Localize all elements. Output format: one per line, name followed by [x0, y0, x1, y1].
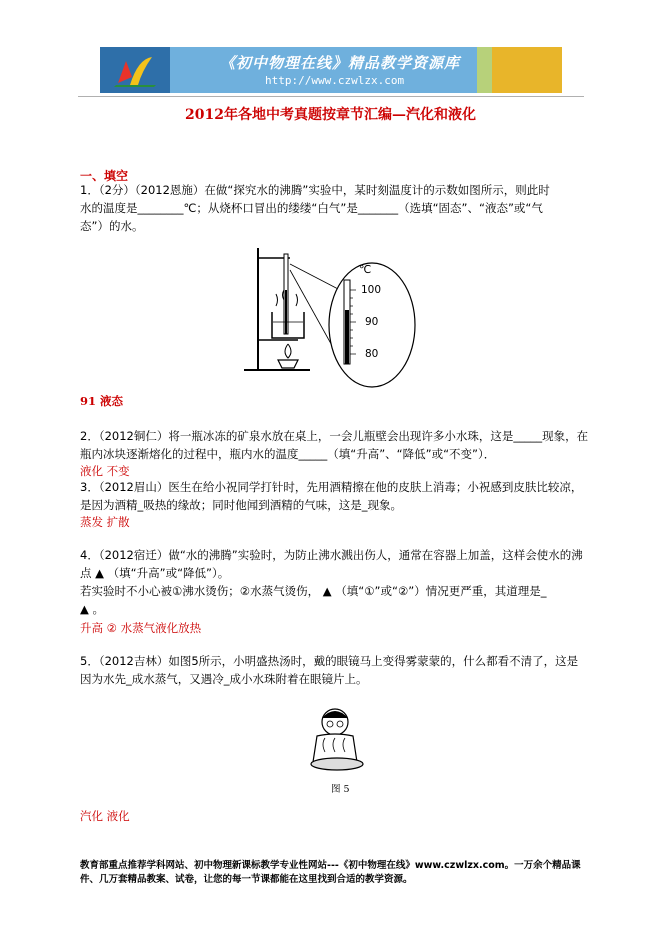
question-4-line-1: 4．（2012宿迁）做“水的沸腾”实验时，为防止沸水溅出伤人，通常在容器上加盖，这样会使水的沸 — [80, 548, 583, 562]
question-2-line-1: 2．（2012铜仁）将一瓶冰冻的矿泉水放在桌上，一会儿瓶壁会出现许多小水珠，这是_____现象，在 — [80, 429, 589, 443]
question-4-line-4: ▲ 。 — [80, 602, 104, 616]
question-3-line-1: 3．（2012眉山）医生在给小祝同学打针时，先用酒精擦在他的皮肤上消毒；小祝感到皮肤比较凉， — [80, 480, 583, 494]
question-1-line-1: 1．（2分）（2012恩施）在做“探究水的沸腾”实验中，某时刻温度计的示数如图所示，则此时 — [80, 183, 550, 197]
banner-title: 《初中物理在线》精品教学资源库 — [220, 54, 461, 72]
banner-url[interactable]: http://www.czwlzx.com — [265, 74, 405, 87]
answer-1: 91 液态 — [80, 394, 124, 408]
answer-5: 汽化 液化 — [80, 809, 130, 823]
thermometer-tick-80: 80 — [365, 348, 379, 360]
site-logo-icon — [108, 51, 164, 89]
question-4-line-2: 点 ▲ （填“升高”或“降低”）。 — [80, 566, 230, 580]
answer-3: 蒸发 扩散 — [80, 515, 130, 529]
header-divider — [78, 96, 584, 97]
question-5-line-1: 5．（2012吉林）如图5所示，小明盛热汤时，戴的眼镜马上变得雾蒙蒙的，什么都看不清了，这是 — [80, 654, 579, 668]
page-title: 2012年各地中考真题按章节汇编—汽化和液化 — [185, 107, 476, 123]
answer-2: 液化 不变 — [80, 464, 130, 478]
footer-text — [80, 859, 581, 887]
thermometer-tick-90: 90 — [365, 316, 379, 328]
boiling-experiment-figure — [240, 240, 420, 390]
question-4-line-3: 若实验时不小心被①沸水烫伤；②水蒸气烫伤， ▲ （填“①”或“②”）情况更严重，其道理是_ — [80, 584, 547, 598]
answer-4: 升高 ② 水蒸气液化放热 — [80, 621, 202, 635]
boy-with-soup-figure — [295, 700, 375, 780]
thermometer-unit-label: ℃ — [359, 263, 372, 276]
section-heading: 一、填空 — [80, 169, 129, 183]
question-5-line-2: 因为水先_成水蒸气，又遇冷_成小水珠附着在眼镜片上。 — [80, 672, 368, 686]
site-banner — [100, 47, 562, 93]
figure-5-caption: 图 5 — [331, 784, 350, 795]
question-3-line-2: 是因为酒精_吸热的缘故；同时他闻到酒精的气味，这是_现象。 — [80, 498, 402, 512]
question-1-line-3: 态”）的水。 — [80, 219, 144, 233]
thermometer-tick-100: 100 — [361, 284, 382, 296]
footer-line-2: 件、几万套精品教案、试卷，让您的每一节课都能在这里找到合适的教学资源。 — [80, 874, 413, 885]
footer-line-1: 教育部重点推荐学科网站、初中物理新课标教学专业性网站---《初中物理在线》www.czwlzx.com。一万余个精品课 — [80, 860, 581, 871]
question-2-line-2: 瓶内冰块逐渐熔化的过程中，瓶内水的温度_____（填“升高”、“降低”或“不变”）． — [80, 447, 496, 461]
question-1-line-2: 水的温度是________℃；从烧杯口冒出的缕缕“白气”是_______（选填“固态”、“液态”或“气 — [80, 201, 543, 215]
